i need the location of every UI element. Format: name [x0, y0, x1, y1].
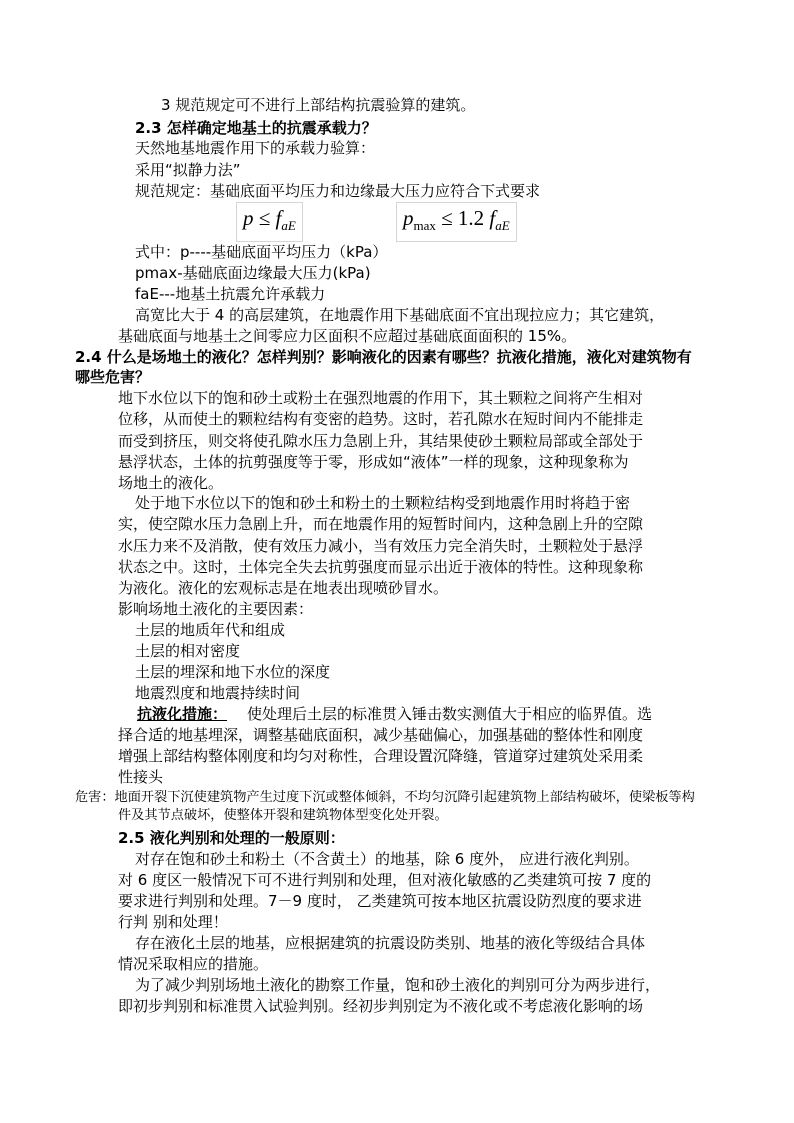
text-line: 对 6 度区一般情况下可不进行判别和处理，但对液化敏感的乙类建筑可按 7 度的 [118, 871, 652, 889]
text-line: 择合适的地基埋深，调整基础底面积，减少基础偏心，加强基础的整体性和刚度 [118, 726, 644, 744]
section-heading: 哪些危害？ [75, 368, 151, 386]
section-heading: 2.3 怎样确定地基土的抗震承载力？ [135, 119, 377, 137]
text-line: faE---地基土抗震允许承载力 [135, 285, 326, 303]
text-line: 即初步判别和标准贯入试验判别。经初步判别定为不液化或不考虑液化影响的场 [118, 997, 644, 1015]
list-item: 土层的地质年代和组成 [135, 621, 286, 639]
text-line: pmax-基础底面边缘最大压力(kPa) [135, 264, 371, 282]
text-line: 悬浮状态，土体的抗剪强度等于零，形成如“液体”一样的现象，这种现象称为 [118, 453, 629, 471]
text-line: 存在液化土层的地基，应根据建筑的抗震设防类别、地基的液化等级结合具体 [135, 934, 646, 952]
text-line: 状态之中。这时，土体完全失去抗剪强度而显示出近于液体的特性。这种现象称 [118, 558, 644, 576]
text-line: 为了减少判别场地土液化的勘察工作量，饱和砂土液化的判别可分为两步进行， [135, 976, 661, 994]
section-heading: 2.5 液化判别和处理的一般原则： [118, 829, 345, 847]
text-line: 增强上部结构整体刚度和均匀对称性，合理设置沉降缝，管道穿过建筑处采用柔 [118, 747, 644, 765]
text-line: 处于地下水位以下的饱和砂土和粉土的土颗粒结构受到地震作用时将趋于密 [135, 494, 631, 512]
formula-max-pressure: $p_{max} \le 1.2$ $f_{aE}$ [396, 202, 517, 242]
text-line: 件及其节点破坏，使整体开裂和建筑物体型变化处开裂。 [118, 808, 448, 823]
text-line: 影响场地土液化的主要因素： [118, 600, 314, 618]
text-line: 情况采取相应的措施。 [118, 955, 269, 973]
text-line: 要求进行判别和处理。7－9 度时， 乙类建筑可按本地区抗震设防烈度的要求进 [118, 892, 642, 910]
text-line: 高宽比大于 4 的高层建筑，在地震作用下基础底面不宜出现拉应力；其它建筑， [135, 306, 665, 324]
section-heading: 2.4 什么是场地土的液化？怎样判别？影响液化的因素有哪些？抗液化措施，液化对建筑物有 [75, 348, 692, 366]
text-line: 采用“拟静力法” [135, 161, 241, 179]
text-line: 行判 别和处理！ [118, 913, 228, 931]
text-line: 天然地基地震作用下的承载力验算： [135, 139, 376, 157]
text-line: 基础底面与地基土之间零应力区面积不应超过基础底面面积的 15%。 [118, 327, 577, 345]
text-line: 地下水位以下的饱和砂土或粉土在强烈地震的作用下，其土颗粒之间将产生相对 [118, 389, 644, 407]
text-line: 3 规范规定可不进行上部结构抗震验算的建筑。 [161, 96, 476, 114]
text-line: 实，使空隙水压力急剧上升，而在地震作用的短暂时间内，这种急剧上升的空隙 [118, 515, 644, 533]
text-line: 而受到挤压，则交将使孔隙水压力急剧上升，其结果使砂土颗粒局部或全部处于 [118, 432, 644, 450]
measures-label: 抗液化措施： [137, 705, 228, 723]
text-line: 位移，从而使土的颗粒结构有变密的趋势。这时，若孔隙水在短时间内不能排走 [118, 410, 644, 428]
list-item: 土层的相对密度 [135, 642, 241, 660]
formula-average-pressure: $p \le f_{aE}$ [236, 202, 303, 242]
text-line: 使处理后土层的标准贯入锤击数实测值大于相应的临界值。选 [247, 705, 653, 723]
text-line: 规范规定：基础底面平均压力和边缘最大压力应符合下式要求 [135, 182, 541, 200]
text-line: 危害：地面开裂下沉使建筑物产生过度下沉或整体倾斜，不均匀沉降引起建筑物上部结构破坏，使梁板等构 [75, 790, 695, 805]
text-line: 为液化。液化的宏观标志是在地表出现喷砂冒水。 [118, 579, 449, 597]
text-line: 对存在饱和砂土和粉土（不含黄土）的地基，除 6 度外， 应进行液化判别。 [135, 850, 639, 868]
text-line: 性接头 [118, 768, 164, 786]
text-line: 场地土的液化。 [118, 474, 224, 492]
text-line: 式中：p----基础底面平均压力（kPa） [135, 243, 388, 261]
text-line: 水压力来不及消散，使有效压力减小，当有效压力完全消失时，土颗粒处于悬浮 [118, 537, 644, 555]
list-item: 地震烈度和地震持续时间 [135, 684, 301, 702]
list-item: 土层的埋深和地下水位的深度 [135, 663, 331, 681]
